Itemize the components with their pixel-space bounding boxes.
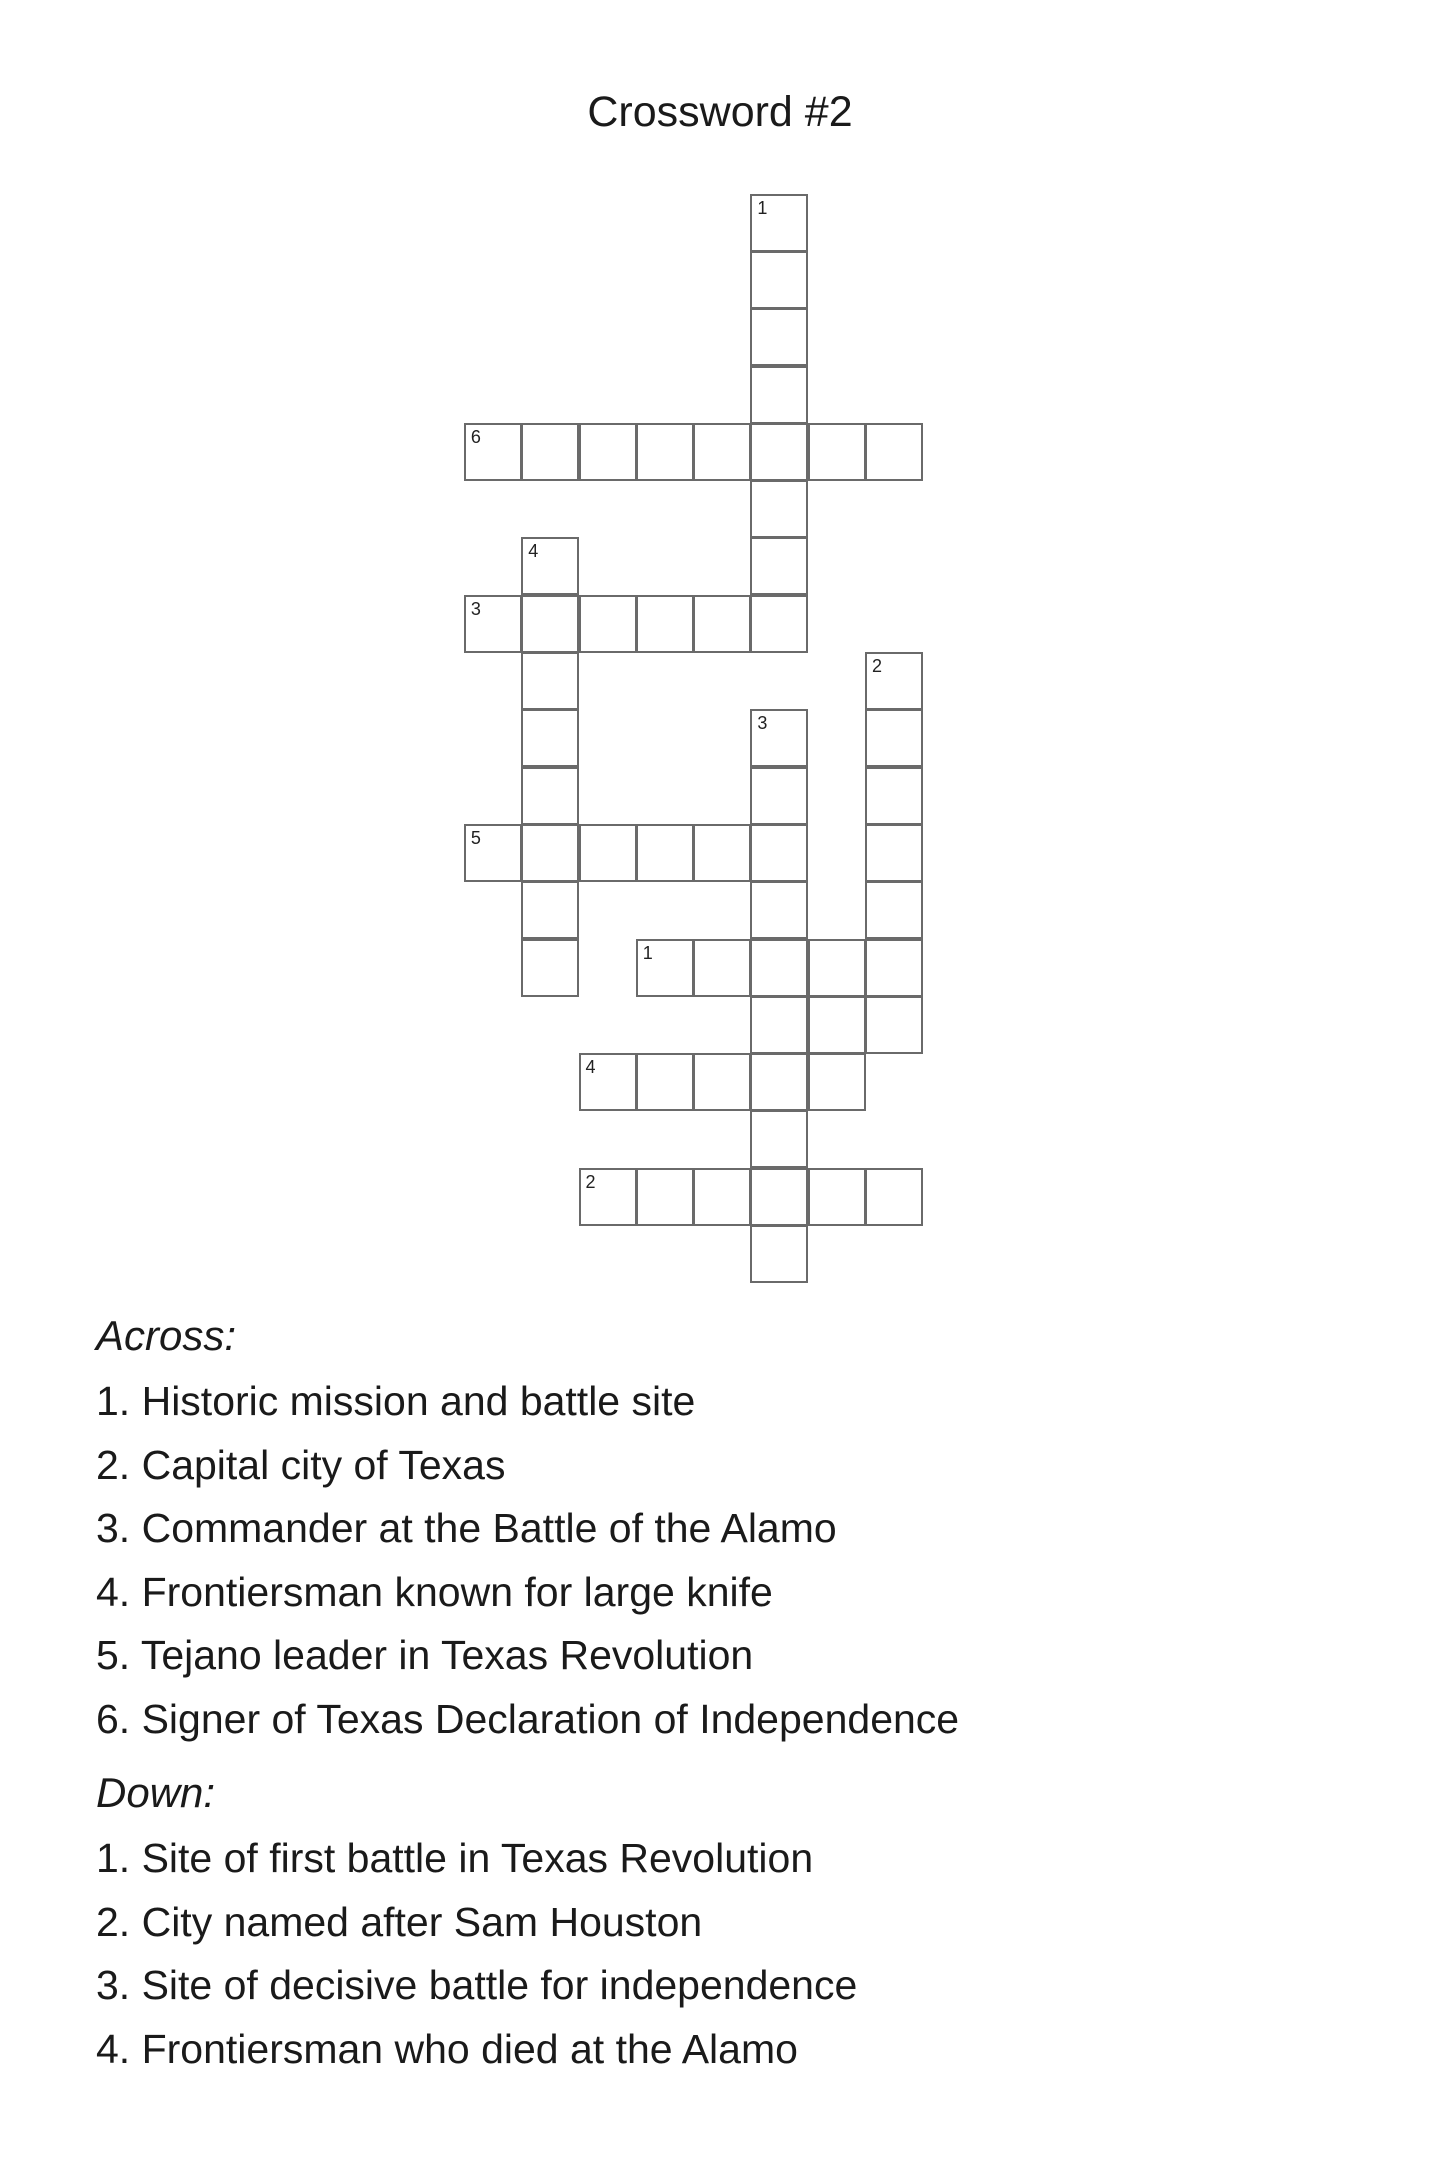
grid-cell[interactable] <box>579 824 637 882</box>
grid-cell[interactable] <box>750 767 808 825</box>
grid-cell[interactable] <box>750 194 808 252</box>
grid-cell[interactable] <box>521 709 579 767</box>
across-heading: Across: <box>96 1312 237 1359</box>
across-clue: 5. Tejano leader in Texas Revolution <box>96 1632 754 1678</box>
grid-cell[interactable] <box>579 1168 637 1226</box>
grid-cell[interactable] <box>521 423 579 481</box>
grid-cell[interactable] <box>750 595 808 653</box>
grid-cell[interactable] <box>693 939 751 997</box>
grid-cell[interactable] <box>808 1168 866 1226</box>
grid-cell[interactable] <box>693 595 751 653</box>
grid-cell[interactable] <box>521 767 579 825</box>
grid-cell[interactable] <box>579 595 637 653</box>
clue-number: 4 <box>585 1057 596 1078</box>
grid-cell[interactable] <box>464 824 522 882</box>
grid-cell[interactable] <box>636 824 694 882</box>
clue-number: 4 <box>528 541 539 562</box>
clue-number: 3 <box>757 713 768 734</box>
grid-cell[interactable] <box>750 1053 808 1111</box>
grid-cell[interactable] <box>750 1168 808 1226</box>
grid-cell[interactable] <box>636 1053 694 1111</box>
grid-cell[interactable] <box>865 767 923 825</box>
grid-cell[interactable] <box>693 1168 751 1226</box>
across-clue: 2. Capital city of Texas <box>96 1441 506 1488</box>
grid-cell[interactable] <box>579 423 637 481</box>
grid-cell[interactable] <box>636 595 694 653</box>
grid-cell[interactable] <box>865 996 923 1054</box>
grid-cell[interactable] <box>865 824 923 882</box>
grid-cell[interactable] <box>750 366 808 424</box>
grid-cell[interactable] <box>636 1168 694 1226</box>
grid-cell[interactable] <box>750 1110 808 1168</box>
grid-cell[interactable] <box>521 652 579 710</box>
grid-cell[interactable] <box>865 1168 923 1226</box>
grid-cell[interactable] <box>521 939 579 997</box>
down-clue-list <box>96 1827 857 2081</box>
grid-cell[interactable] <box>750 308 808 366</box>
grid-cell[interactable] <box>521 595 579 653</box>
grid-cell[interactable] <box>750 709 808 767</box>
grid-cell[interactable] <box>808 1053 866 1111</box>
grid-cell[interactable] <box>808 423 866 481</box>
down-clue: 2. City named after Sam Houston <box>96 1898 703 1945</box>
grid-cell[interactable] <box>636 423 694 481</box>
page-title: Crossword #2 <box>587 88 853 136</box>
grid-cell[interactable] <box>750 939 808 997</box>
clue-number: 5 <box>470 827 481 848</box>
grid-cell[interactable] <box>750 537 808 595</box>
down-clue: 4. Frontiersman who died at the Alamo <box>96 2025 798 2072</box>
grid-cell[interactable] <box>750 824 808 882</box>
grid-cell[interactable] <box>464 423 522 481</box>
clue-number: 2 <box>585 1171 596 1192</box>
grid-cell[interactable] <box>750 423 808 481</box>
grid-cell[interactable] <box>693 423 751 481</box>
grid-cell[interactable] <box>464 595 522 653</box>
grid-cell[interactable] <box>865 652 923 710</box>
grid-cell[interactable] <box>693 1053 751 1111</box>
across-clue: 3. Commander at the Battle of the Alamo <box>96 1505 837 1551</box>
clue-number: 3 <box>470 598 481 619</box>
across-clue: 6. Signer of Texas Declaration of Independence <box>96 1695 960 1742</box>
down-heading: Down: <box>96 1769 216 1816</box>
down-clue: 1. Site of first battle in Texas Revolution <box>96 1835 814 1881</box>
grid-cell[interactable] <box>750 881 808 939</box>
down-clue: 3. Site of decisive battle for independence <box>96 1962 858 2008</box>
grid-cell[interactable] <box>865 709 923 767</box>
grid-cell[interactable] <box>865 939 923 997</box>
grid-cell[interactable] <box>521 881 579 939</box>
clue-number: 6 <box>470 426 481 447</box>
grid-cell[interactable] <box>865 423 923 481</box>
grid-cell[interactable] <box>521 824 579 882</box>
clue-number: 2 <box>872 656 883 676</box>
across-clue-list <box>96 1370 959 1751</box>
clue-number: 1 <box>757 197 768 218</box>
clue-number: 1 <box>642 942 653 963</box>
grid-cell[interactable] <box>579 1053 637 1111</box>
grid-cell[interactable] <box>808 996 866 1054</box>
grid-cell[interactable] <box>750 1225 808 1283</box>
grid-cell[interactable] <box>521 537 579 595</box>
grid-cell[interactable] <box>865 881 923 939</box>
across-clue: 1. Historic mission and battle site <box>96 1378 696 1424</box>
grid-cell[interactable] <box>750 480 808 538</box>
across-clue: 4. Frontiersman known for large knife <box>96 1568 773 1615</box>
grid-cell[interactable] <box>750 251 808 309</box>
grid-cell[interactable] <box>693 824 751 882</box>
grid-cell[interactable] <box>808 939 866 997</box>
grid-cell[interactable] <box>636 939 694 997</box>
grid-cell[interactable] <box>750 996 808 1054</box>
